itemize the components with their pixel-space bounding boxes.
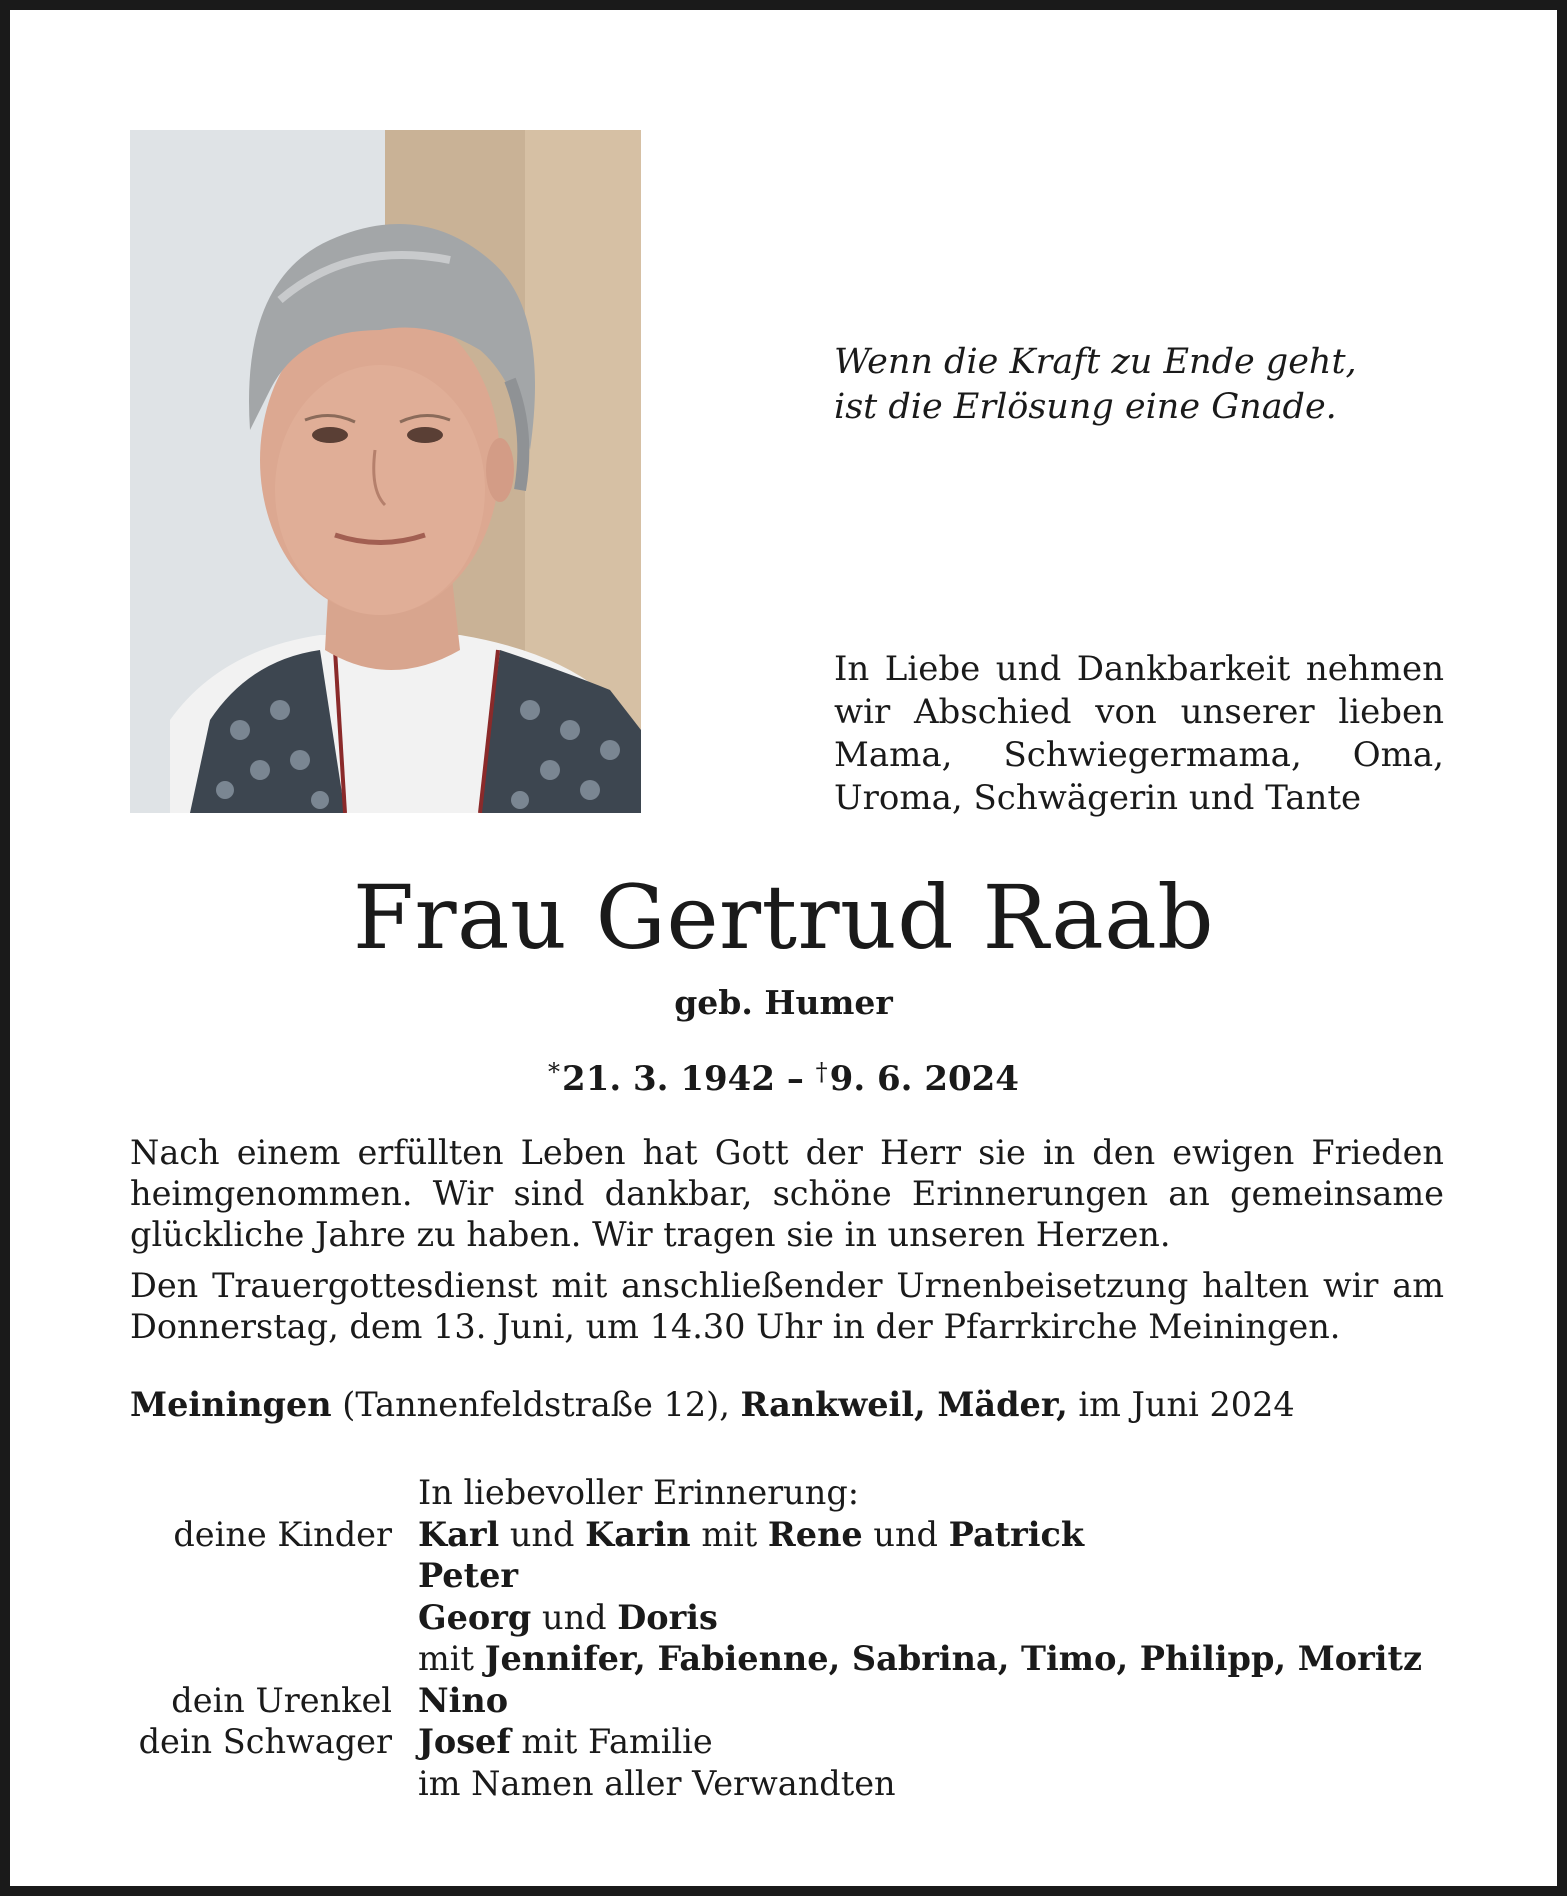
mourners-heading-row: [130, 1472, 1460, 1514]
maiden-name: geb. Humer: [674, 983, 893, 1022]
mourner-name: Jennifer, Fabienne, Sabrina, Timo, Philipp, Moritz: [484, 1639, 1422, 1678]
quote-line-1: Wenn die Kraft zu Ende geht,: [834, 342, 1357, 382]
portrait-photo: [130, 130, 641, 813]
mourner-name: Patrick: [948, 1514, 1085, 1554]
date-dash: –: [786, 1059, 804, 1099]
mourner-row: [130, 1555, 1460, 1597]
mourner-row: [130, 1597, 1460, 1639]
death-cross-icon: †: [815, 1058, 828, 1086]
mourner-row: [130, 1638, 1460, 1680]
closing-line: im Namen aller Verwandten: [418, 1763, 896, 1803]
mourner-row: [130, 1514, 1460, 1556]
towns-rankweil-maeder: Rankweil, Mäder,: [740, 1385, 1068, 1424]
deceased-name: Frau Gertrud Raab: [352, 866, 1215, 969]
epigraph-quote: [834, 340, 1454, 430]
mourner-name: Rene: [767, 1514, 863, 1554]
mourners-heading: In liebevoller Erinnerung:: [418, 1473, 860, 1512]
body-paragraph-2: Den Trauergottesdienst mit anschließender Urnenbeisetzung halten wir am Donnerstag, dem 13. Juni, um 14.30 Uhr in der Pfarrkirche Meiningen.: [130, 1266, 1444, 1346]
death-date: 9. 6. 2024: [829, 1059, 1019, 1099]
mourner-row: [130, 1680, 1460, 1722]
relation-label: dein Urenkel: [171, 1680, 392, 1720]
mourner-name: Josef: [418, 1722, 511, 1761]
connector-text: mit: [690, 1514, 768, 1554]
connector-text: und: [499, 1514, 586, 1554]
mourner-row: [130, 1721, 1460, 1763]
body-paragraph-1: Nach einem erfüllten Leben hat Gott der Herr sie in den ewigen Frieden heimgenommen. Wir sind dankbar, schöne Erinnerungen an gemeinsame glückliche Jahre zu haben. Wir tragen sie in unseren Herzen.: [130, 1133, 1444, 1254]
connector-text: und: [531, 1597, 618, 1637]
mourner-name: Doris: [617, 1597, 718, 1637]
connector-text: mit: [418, 1639, 485, 1678]
relation-label: deine Kinder: [173, 1514, 392, 1554]
quote-line-2: ist die Erlösung eine Gnade.: [834, 387, 1337, 427]
mourner-name: Karl: [418, 1514, 500, 1554]
portrait-image: [130, 130, 641, 813]
mourners-list: [130, 1472, 1460, 1804]
mourner-name: Nino: [418, 1680, 509, 1720]
town-meiningen: Meiningen: [130, 1385, 332, 1424]
life-dates: [10, 1050, 1557, 1101]
month-year: im Juni 2024: [1067, 1385, 1295, 1424]
connector-text: mit Familie: [510, 1722, 713, 1761]
mourner-name: Karin: [585, 1514, 691, 1554]
closing-row: [130, 1763, 1460, 1805]
obituary-page: [10, 10, 1557, 1886]
farewell-intro: In Liebe und Dankbarkeit nehmen wir Abschied von unserer lieben Mama, Schwiegermama, Oma, Uroma, Schwägerin und Tante: [834, 649, 1444, 818]
place-and-date: [130, 1384, 1450, 1426]
address: (Tannenfeldstraße 12),: [331, 1385, 741, 1424]
relation-label: dein Schwager: [138, 1722, 392, 1761]
mourner-name: Peter: [418, 1556, 519, 1595]
birth-date: 21. 3. 1942: [562, 1059, 775, 1099]
connector-text: und: [862, 1514, 949, 1554]
mourner-name: Georg: [418, 1597, 532, 1637]
obituary-body: [130, 1132, 1444, 1357]
birth-star-icon: *: [548, 1058, 561, 1086]
